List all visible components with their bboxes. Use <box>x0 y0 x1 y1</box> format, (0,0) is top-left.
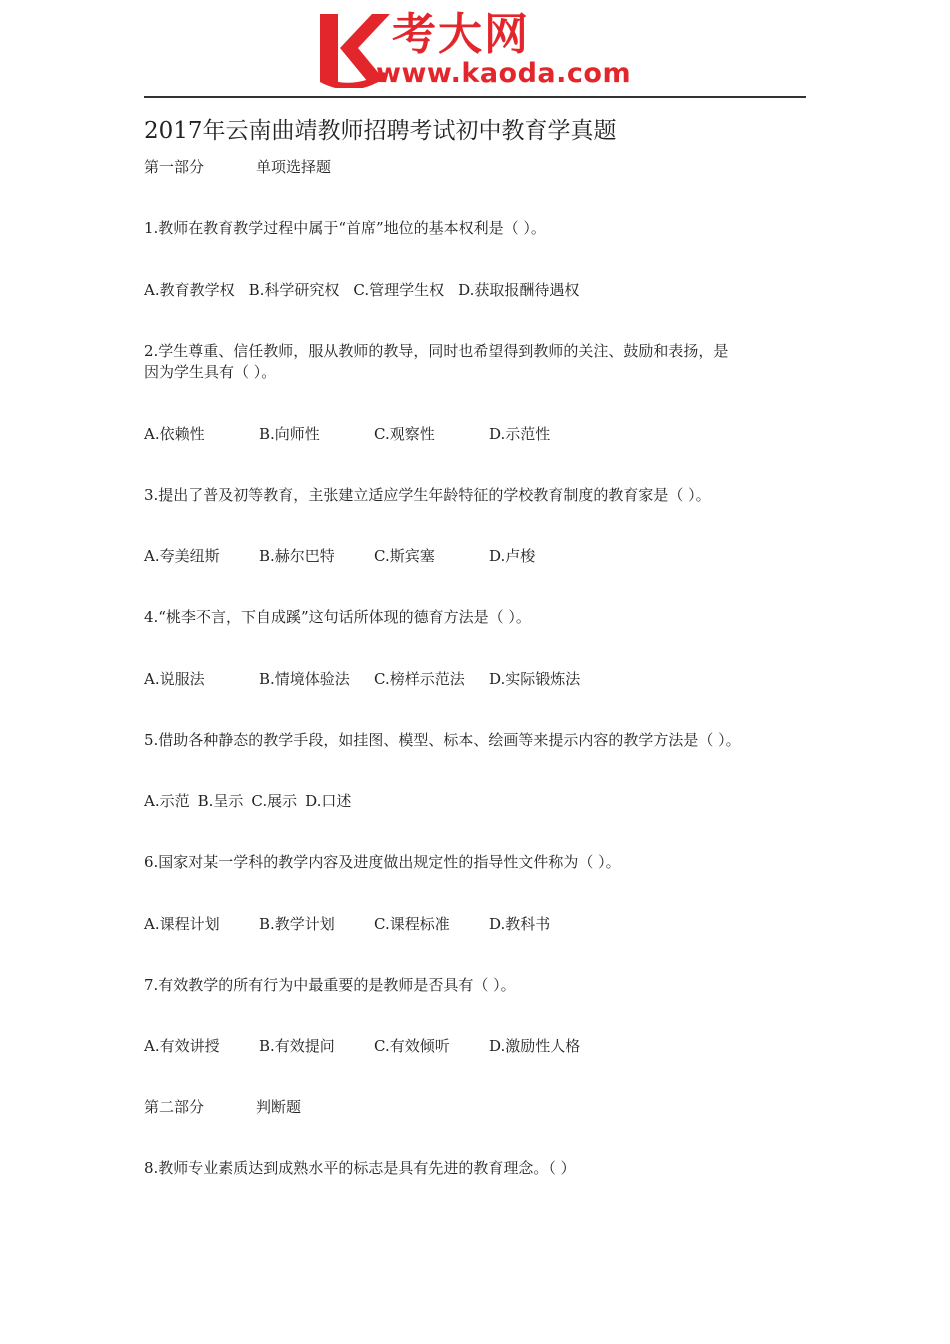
question-3-options <box>144 546 535 567</box>
question-7-options <box>144 1036 580 1057</box>
option-b: B.情境体验法 <box>259 670 350 688</box>
option-a: A.夸美纽斯 <box>144 547 220 565</box>
question-2-line-1: 2.学生尊重、信任教师，服从教师的教导，同时也希望得到教师的关注、鼓励和表扬，是 <box>144 342 729 360</box>
option-c: C.观察性 <box>374 425 435 443</box>
option-b: B.向师性 <box>259 425 320 443</box>
option-c: C.展示 <box>251 792 298 810</box>
question-7: 7.有效教学的所有行为中最重要的是教师是否具有（ ）。 <box>144 976 516 994</box>
option-d: D.实际锻炼法 <box>489 670 581 688</box>
question-8: 8.教师专业素质达到成熟水平的标志是具有先进的教育理念。（ ） <box>144 1159 576 1177</box>
question-1-options <box>144 280 579 301</box>
section-name: 第二部分 <box>144 1098 205 1116</box>
option-c: C.榜样示范法 <box>374 670 465 688</box>
section-name: 第一部分 <box>144 158 205 176</box>
section-type: 判断题 <box>256 1098 302 1116</box>
question-5: 5.借助各种静态的教学手段，如挂图、模型、标本、绘画等来提示内容的教学方法是（ ）。 <box>144 731 741 749</box>
option-a: A.有效讲授 <box>144 1037 220 1055</box>
option-d: D.教科书 <box>489 915 551 933</box>
logo-url: www.kaoda.com <box>376 58 632 89</box>
option-a: A.示范 <box>144 792 190 810</box>
question-3: 3.提出了普及初等教育，主张建立适应学生年龄特征的学校教育制度的教育家是（ ）。 <box>144 486 711 504</box>
option-a: A.课程计划 <box>144 915 220 933</box>
question-2-options <box>144 424 550 445</box>
option-a: A.依赖性 <box>144 425 205 443</box>
document-title: 2017年云南曲靖教师招聘考试初中教育学真题 <box>144 118 617 144</box>
question-1: 1.教师在教育教学过程中属于“首席”地位的基本权利是（ ）。 <box>144 219 546 237</box>
question-2-line-2: 因为学生具有（ ）。 <box>144 363 277 381</box>
page-header <box>0 0 950 100</box>
option-c: C.课程标准 <box>374 915 450 933</box>
logo-chinese-name: 考大网 <box>392 9 530 60</box>
option-c: C.斯宾塞 <box>374 547 435 565</box>
option-b: B.科学研究权 <box>248 281 340 299</box>
option-b: B.呈示 <box>197 792 244 810</box>
option-b: B.教学计划 <box>259 915 335 933</box>
option-a: A.说服法 <box>144 670 205 688</box>
question-6: 6.国家对某一学科的教学内容及进度做出规定性的指导性文件称为（ ）。 <box>144 853 621 871</box>
question-4-options <box>144 669 580 690</box>
option-c: C.有效倾听 <box>374 1037 450 1055</box>
option-d: D.获取报酬待遇权 <box>458 281 580 299</box>
option-d: D.卢梭 <box>489 547 536 565</box>
option-d: D.口述 <box>305 792 352 810</box>
header-divider <box>144 96 806 98</box>
option-a: A.教育教学权 <box>144 281 235 299</box>
option-c: C.管理学生权 <box>353 281 445 299</box>
question-5-options <box>144 791 351 812</box>
section-heading-1 <box>144 157 331 178</box>
kaoda-logo[interactable] <box>318 8 648 92</box>
section-type: 单项选择题 <box>256 158 332 176</box>
question-6-options <box>144 914 550 935</box>
option-d: D.激励性人格 <box>489 1037 581 1055</box>
section-heading-2 <box>144 1097 301 1118</box>
question-4: 4.“桃李不言，下自成蹊”这句话所体现的德育方法是（ ）。 <box>144 608 531 626</box>
option-b: B.赫尔巴特 <box>259 547 335 565</box>
option-b: B.有效提问 <box>259 1037 335 1055</box>
option-d: D.示范性 <box>489 425 551 443</box>
